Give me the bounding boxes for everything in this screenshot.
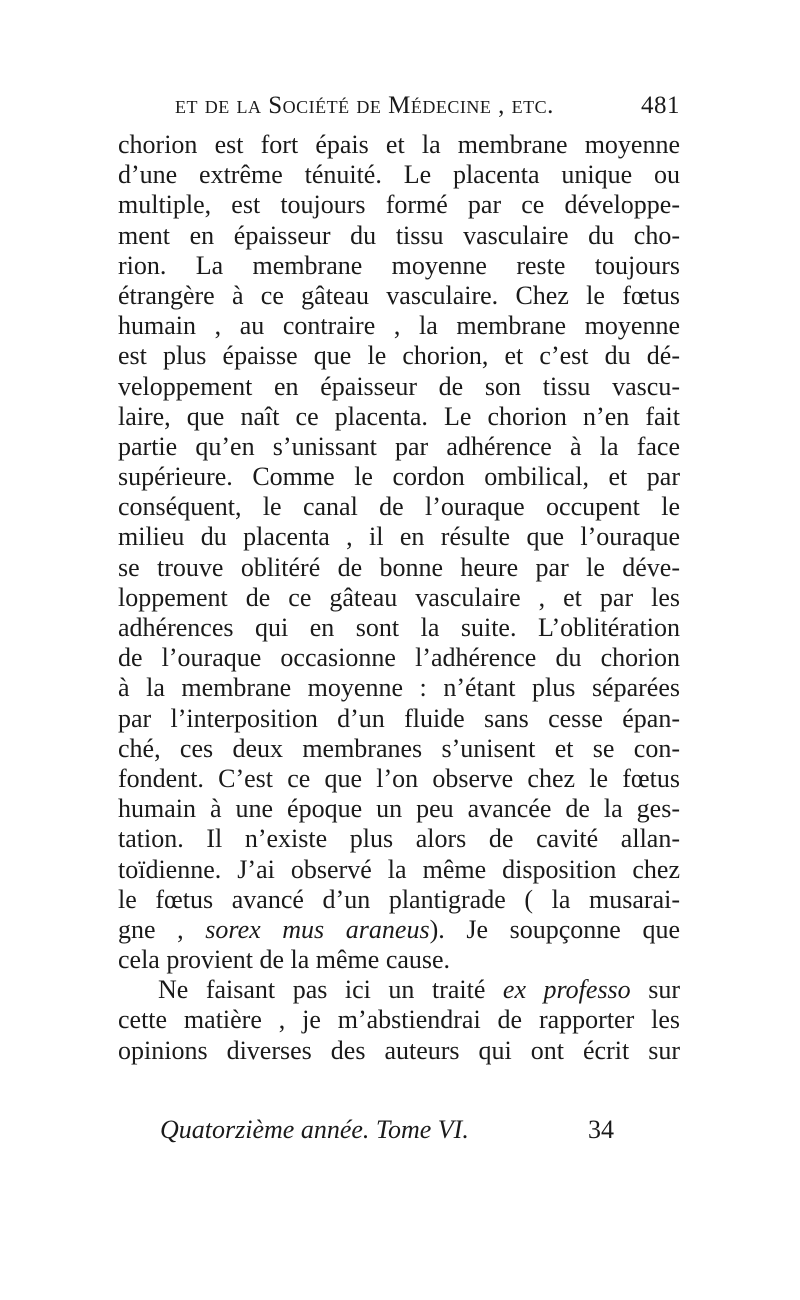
body-text xyxy=(118,130,680,1066)
text-line-with-latin-name xyxy=(118,915,680,945)
text-line: ché, ces deux membranes s’unisent et se con- xyxy=(118,733,680,763)
text-line: le fœtus avancé d’un plantigrade ( la musarai- xyxy=(118,884,680,914)
text-line: rion. La membrane moyenne reste toujours xyxy=(118,250,680,280)
text-segment: gne , xyxy=(118,914,206,944)
text-line: multiple, est toujours formé par ce développe- xyxy=(118,190,680,220)
text-line: de l’ouraque occasionne l’adhérence du chorion xyxy=(118,643,680,673)
running-title: et de la Société de Médecine , etc. xyxy=(175,92,554,119)
text-line: humain , au contraire , la membrane moyenne xyxy=(118,311,680,341)
text-line: d’une extrême ténuité. Le placenta unique ou xyxy=(118,160,680,190)
text-line: opinions diverses des auteurs qui ont écrit sur xyxy=(118,1035,680,1065)
text-line: chorion est fort épais et la membrane moyenne xyxy=(118,130,680,159)
text-line: toïdienne. J’ai observé la même disposition chez xyxy=(118,854,680,884)
text-line: humain à une époque un peu avancée de la ges- xyxy=(118,794,680,824)
text-line: se trouve oblitéré de bonne heure par le déve- xyxy=(118,552,680,582)
volume-line: Quatorzième année. Tome VI. xyxy=(160,1115,469,1144)
running-head xyxy=(120,92,680,132)
text-line: adhérences qui en sont la suite. L’oblitération xyxy=(118,613,680,642)
text-line: conséquent, le canal de l’ouraque occupent le xyxy=(118,492,680,522)
text-line: milieu du placenta , il en résulte que l’ouraque xyxy=(118,522,680,552)
text-line: laire, que naît ce placenta. Le chorion n’en fait xyxy=(118,401,680,431)
text-line: par l’interposition d’un fluide sans cesse épan- xyxy=(118,703,680,733)
text-segment: Ne faisant pas ici un traité xyxy=(158,975,503,1005)
paragraph-first-line xyxy=(118,975,680,1005)
text-line: ment en épaisseur du tissu vasculaire du cho- xyxy=(118,220,680,250)
latin-species-name: sorex mus araneus xyxy=(205,914,430,944)
text-segment: sur xyxy=(630,975,681,1005)
text-line: partie qu’en s’unissant par adhérence à la face xyxy=(118,431,680,461)
text-line: cette matière , je m’abstiendrai de rapporter les xyxy=(118,1005,680,1035)
text-segment: ). Je soupçonne que xyxy=(429,914,681,944)
text-line: est plus épaisse que le chorion, et c’est du dé- xyxy=(118,341,680,371)
text-line: loppement de ce gâteau vasculaire , et par les xyxy=(118,582,680,612)
text-line: fondent. C’est ce que l’on observe chez le fœtus xyxy=(118,763,680,793)
text-line: supérieure. Comme le cordon ombilical, et par xyxy=(118,462,680,492)
text-line: à la membrane moyenne : n’étant plus séparées xyxy=(118,673,680,703)
footer xyxy=(118,1115,680,1155)
page-number: 481 xyxy=(641,92,680,119)
signature-mark: 34 xyxy=(588,1115,614,1144)
paragraph-last-line: cela provient de la même cause. xyxy=(118,945,451,975)
text-line: veloppement en épaisseur de son tissu vascu- xyxy=(118,371,680,401)
text-line: étrangère à ce gâteau vasculaire. Chez le fœtus xyxy=(118,280,680,310)
latin-phrase: ex professo xyxy=(502,975,631,1005)
text-line: tation. Il n’existe plus alors de cavité allan- xyxy=(118,824,680,854)
